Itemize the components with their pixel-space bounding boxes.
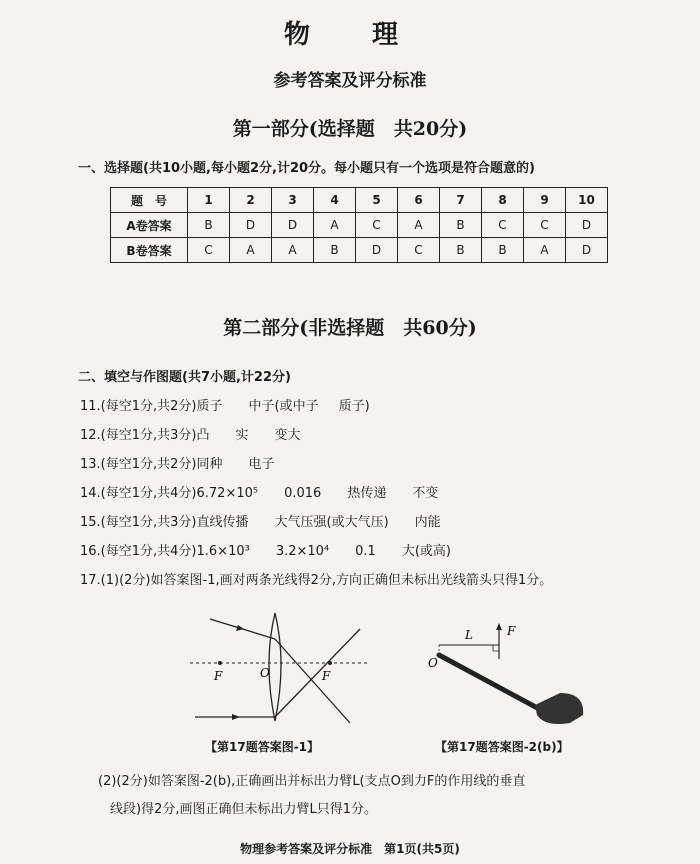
answer-text: 大气压强(或大气压) bbox=[274, 515, 389, 530]
shovel-handle bbox=[439, 655, 543, 711]
answer-text: 热传递 bbox=[347, 486, 387, 501]
answer-cell: B bbox=[482, 238, 524, 263]
item-prefix: 11.(每空1分,共2分) bbox=[80, 399, 197, 414]
answer-cell: D bbox=[566, 213, 608, 238]
page-subtitle: 参考答案及评分标准 bbox=[273, 71, 427, 91]
answer-cell: A bbox=[272, 238, 314, 263]
question-number: 4 bbox=[314, 188, 356, 213]
question-number: 8 bbox=[482, 188, 524, 213]
item-prefix: 13.(每空1分,共2分) bbox=[80, 457, 197, 472]
page-footer: 物理参考答案及评分标准 第1页(共5页) bbox=[240, 842, 460, 856]
answer-cell: C bbox=[398, 238, 440, 263]
answer-cell: A bbox=[398, 213, 440, 238]
answer-cell: A bbox=[230, 238, 272, 263]
answer-text: 中子(或中子 bbox=[248, 399, 319, 414]
right-angle-mark bbox=[493, 645, 499, 651]
answer-cell: A bbox=[524, 238, 566, 263]
optical-center-label: O bbox=[260, 666, 270, 680]
q17-line3: 线段)得2分,画图正确但未标出力臂L只得1分。 bbox=[110, 802, 377, 817]
answer-text: 大(或高) bbox=[401, 544, 451, 559]
answer-line-15 bbox=[80, 511, 441, 530]
answer-cell: C bbox=[482, 213, 524, 238]
answer-text: 3.2×10⁴ bbox=[275, 544, 330, 559]
answer-cell: C bbox=[524, 213, 566, 238]
ray-arrow bbox=[232, 714, 240, 720]
answer-line-14 bbox=[80, 482, 438, 501]
focus-point bbox=[218, 661, 222, 665]
answer-text: 内能 bbox=[414, 515, 441, 530]
arm-label: L bbox=[465, 628, 473, 642]
answer-cell: D bbox=[356, 238, 398, 263]
item-prefix: 15.(每空1分,共3分) bbox=[80, 515, 197, 530]
answer-table bbox=[110, 187, 608, 263]
answer-text: 同种 bbox=[196, 457, 223, 472]
question-number: 2 bbox=[230, 188, 272, 213]
question-number: 10 bbox=[566, 188, 608, 213]
q17-line2: (2)(2分)如答案图-2(b),正确画出并标出力臂L(支点O到力F的作用线的垂直 bbox=[98, 774, 526, 789]
answer-text: 质子 bbox=[196, 399, 223, 414]
question-number: 5 bbox=[356, 188, 398, 213]
force-arrow bbox=[496, 623, 502, 630]
section1-heading: 一、选择题(共10小题,每小题2分,计20分。每小题只有一个选项是符合题意的) bbox=[78, 161, 535, 176]
answer-text: 直线传播 bbox=[196, 515, 249, 530]
figure1-caption-text: 【第17题答案图-1】 bbox=[205, 740, 320, 754]
part2-heading: 第二部分(非选择题 共60分) bbox=[223, 317, 477, 339]
convex-lens bbox=[269, 613, 281, 721]
question-number: 1 bbox=[188, 188, 230, 213]
answer-line-13 bbox=[80, 453, 275, 472]
answer-line-12 bbox=[80, 424, 301, 443]
row-label: A卷答案 bbox=[111, 213, 188, 238]
header-label: 题 号 bbox=[111, 188, 188, 213]
question-number: 3 bbox=[272, 188, 314, 213]
answer-cell: B bbox=[440, 213, 482, 238]
page-title: 物 理 bbox=[283, 20, 416, 50]
row-label: B卷答案 bbox=[111, 238, 188, 263]
question-number: 7 bbox=[440, 188, 482, 213]
answer-row-a bbox=[111, 213, 608, 238]
answer-text: 0.1 bbox=[355, 544, 376, 559]
answer-cell: B bbox=[440, 238, 482, 263]
answer-cell: C bbox=[188, 238, 230, 263]
lens-ray-diagram bbox=[190, 605, 370, 730]
force-label: F bbox=[507, 624, 516, 638]
focus-point bbox=[328, 661, 332, 665]
part1-heading: 第一部分(选择题 共20分) bbox=[232, 118, 468, 140]
answer-cell: A bbox=[314, 213, 356, 238]
question-number: 6 bbox=[398, 188, 440, 213]
answer-line-16 bbox=[80, 540, 451, 559]
answer-table-header-row bbox=[111, 188, 608, 213]
item-prefix: 12.(每空1分,共3分) bbox=[80, 428, 197, 443]
answer-text: 质子) bbox=[338, 399, 370, 414]
answer-text: 6.72×10⁵ bbox=[196, 486, 259, 501]
section2-heading: 二、填空与作图题(共7小题,计22分) bbox=[78, 370, 291, 385]
shovel-lever-diagram bbox=[425, 615, 595, 730]
fulcrum-label: O bbox=[428, 656, 438, 670]
shovel-blade bbox=[535, 693, 583, 724]
ray-arrow bbox=[236, 625, 244, 631]
answer-text: 0.016 bbox=[284, 486, 322, 501]
answer-text: 1.6×10³ bbox=[196, 544, 250, 559]
answer-text: 凸 bbox=[196, 428, 210, 443]
answer-cell: D bbox=[272, 213, 314, 238]
answer-text: 变大 bbox=[274, 428, 301, 443]
focus-label-left: F bbox=[214, 669, 223, 683]
answer-line-11 bbox=[80, 395, 370, 414]
answer-text: 不变 bbox=[412, 486, 439, 501]
answer-cell: D bbox=[230, 213, 272, 238]
question-number: 9 bbox=[524, 188, 566, 213]
figure2-caption: 【第17题答案图-2(b)】 bbox=[435, 740, 569, 754]
q17-line1: 17.(1)(2分)如答案图-1,画对两条光线得2分,方向正确但未标出光线箭头只得1分。 bbox=[80, 573, 553, 588]
answer-text: 实 bbox=[235, 428, 249, 443]
answer-cell: C bbox=[356, 213, 398, 238]
answer-cell: B bbox=[314, 238, 356, 263]
focus-label-right: F bbox=[322, 669, 331, 683]
item-prefix: 16.(每空1分,共4分) bbox=[80, 544, 197, 559]
answer-row-b bbox=[111, 238, 608, 263]
answer-cell: B bbox=[188, 213, 230, 238]
item-prefix: 14.(每空1分,共4分) bbox=[80, 486, 197, 501]
answer-text: 电子 bbox=[248, 457, 275, 472]
refracted-ray-2 bbox=[275, 629, 360, 717]
answer-cell: D bbox=[566, 238, 608, 263]
